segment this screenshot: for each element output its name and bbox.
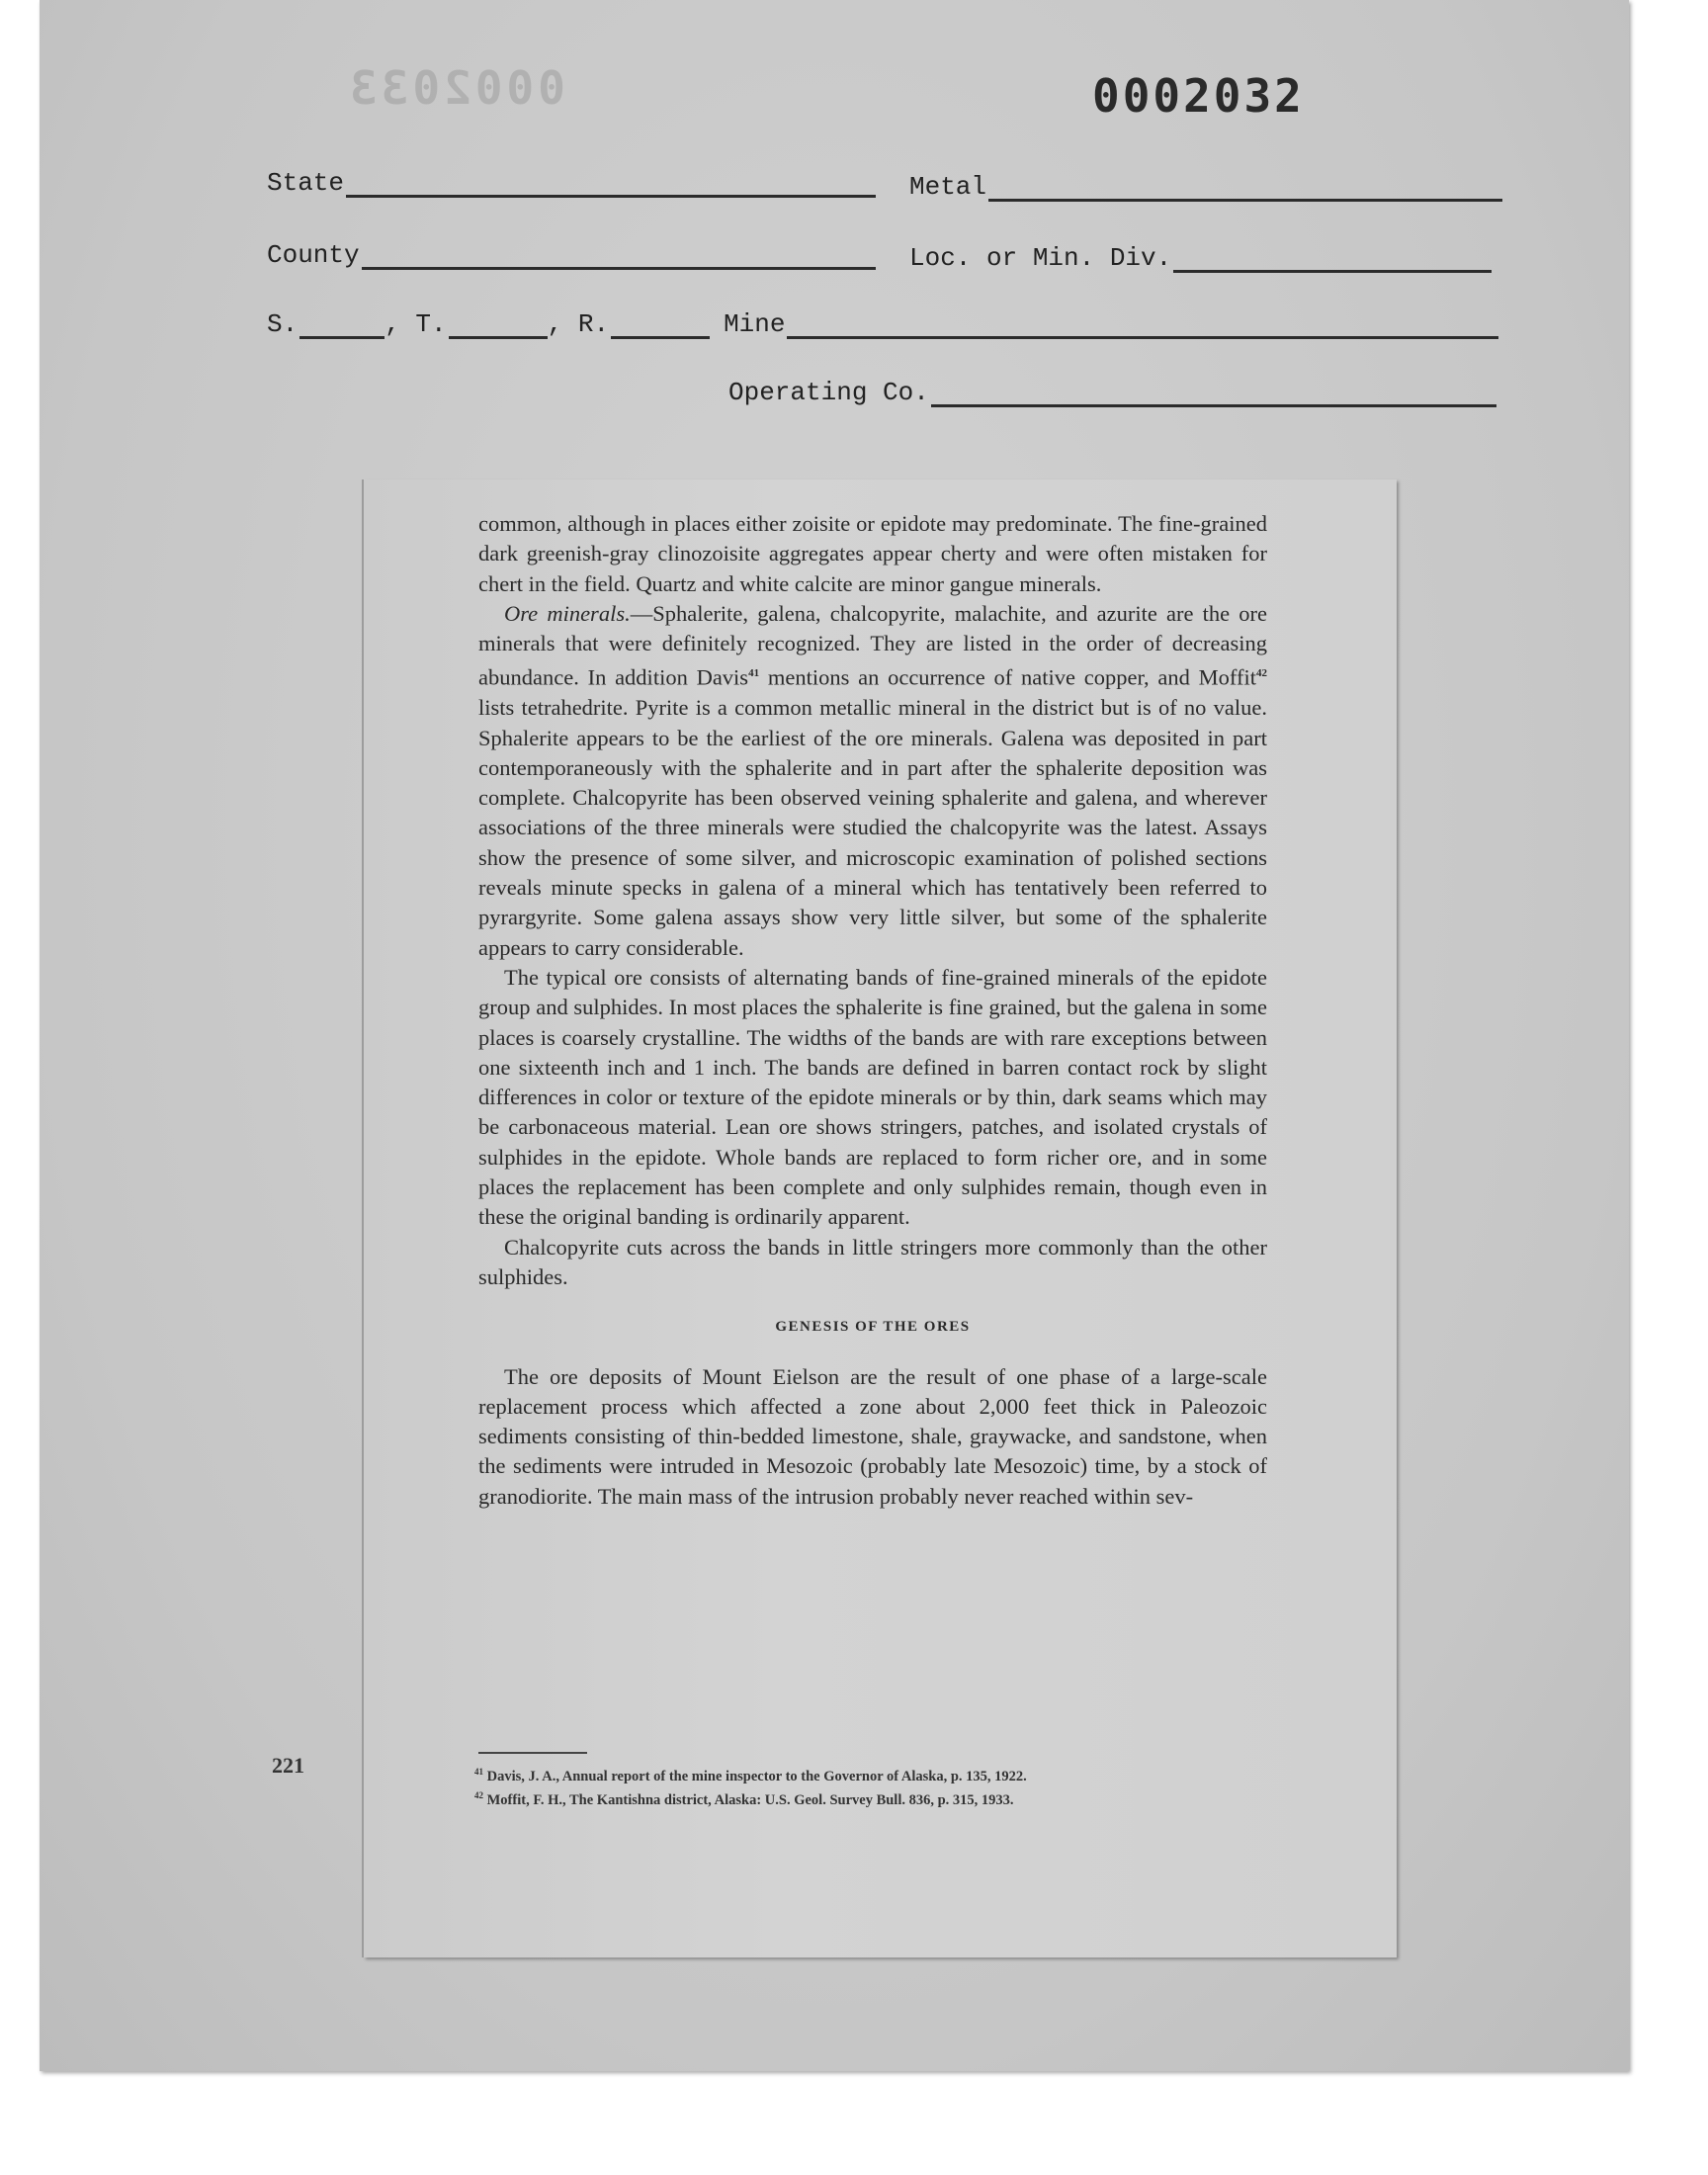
paragraph-genesis: The ore deposits of Mount Eielson are the result of one phase of a large-scale replacement process which affected a zone about 2,000 feet thick in Paleozoic sediments consisting of thin-bedded limestone, shale, graywacke, and sandstone, when the sediments were intruded in Mesozoic (probably late Mesozoic) time, by a stock of granodiorite. The main mass of the intrusion probably never reached within sev- xyxy=(478,1363,1267,1509)
operating-field xyxy=(728,378,1496,407)
metal-field xyxy=(909,172,1502,202)
ore-text-b: mentions an occurrence of native copper, and Moffit xyxy=(759,664,1257,690)
county-label: County xyxy=(267,240,360,270)
ore-text-c: lists tetrahedrite. Pyrite is a common metallic mineral in the district but is of no value. Sphalerite appears to be the earliest of the ore minerals. Galena was deposited in part contemporaneously with the sphalerite and in part after the sphalerite deposition was complete. Chalcopyrite has been observed veining sphalerite and galena, and wherever associations of the three minerals were studied the chalcopyrite was the latest. Assays show the presence of some silver, and microscopic examination of polished sections reveals minute specks in galena of a mineral which has tentatively been referred to pyrargyrite. Some galena assays show very little silver, but some of the sphalerite appears to carry considerable. xyxy=(478,695,1267,960)
loc-label: Loc. or Min. Div. xyxy=(909,243,1172,273)
footnote-ref-42: 42 xyxy=(1256,667,1268,680)
footnote-42-text: Moffit, F. H., The Kantishna district, Alaska: U.S. Geol. Survey Bull. 836, p. 315, 1933. xyxy=(486,1791,1014,1808)
operating-label: Operating Co. xyxy=(728,378,929,407)
r-line xyxy=(611,310,710,339)
ore-minerals-heading: Ore minerals. xyxy=(504,600,631,626)
str-field xyxy=(267,309,1498,339)
footnote-rule xyxy=(478,1752,587,1754)
mine-label: Mine xyxy=(724,309,786,339)
r-label: , R. xyxy=(547,309,610,339)
metal-line xyxy=(988,173,1502,202)
state-field xyxy=(267,168,876,198)
t-line xyxy=(449,310,548,339)
loc-line xyxy=(1173,244,1492,273)
genesis-heading: GENESIS OF THE ORES xyxy=(775,1319,971,1336)
footnote-42 xyxy=(474,1786,1265,1810)
operating-line xyxy=(931,379,1496,407)
s-line xyxy=(299,310,384,339)
paragraph-typical-ore: The typical ore consists of alternating bands of fine-grained minerals of the epidote group and sulphides. In most places the sphalerite is fine grained, but the galena in some places is coarsely crystalline. The widths of the bands are with rare exceptions between one sixteenth inch and 1 inch. The bands are defined in barren contact rock by slight differences in color or texture of the epidote minerals or by thin, dark seams which may be carbonaceous material. Lean ore shows stringers, patches, and isolated crystals of sulphides in the epidote. Whole bands are replaced to form richer ore, and in some places the replacement has been complete and only sulphides remain, though even in these the original banding is ordinarily apparent. xyxy=(478,964,1267,1230)
mine-line xyxy=(787,310,1498,339)
mirrored-bleedthrough-number: 0002033 xyxy=(346,61,565,115)
ore-text-a: —Sphalerite, galena, chalcopyrite, malachite, and azurite are the ore minerals that were definitely recognized. They are listed in the order of decreasing abundance. In addition Davis xyxy=(478,600,1267,690)
footnote-41-mark: 41 xyxy=(474,1767,483,1777)
t-label: , T. xyxy=(384,309,447,339)
state-line xyxy=(346,169,876,198)
footnote-ref-41: 41 xyxy=(748,667,760,680)
footnote-42-mark: 42 xyxy=(474,1789,483,1800)
s-label: S. xyxy=(267,309,299,339)
page-body xyxy=(478,509,1267,1512)
footnotes xyxy=(474,1763,1265,1810)
county-line xyxy=(362,241,876,270)
paragraph-ore-minerals xyxy=(478,599,1267,963)
loc-field xyxy=(909,243,1492,273)
county-field xyxy=(267,240,876,270)
paragraph-gangue: common, although in places either zoisite or epidote may predominate. The fine-grained dark greenish-gray clinozoisite aggregates appear cherty and were often mistaken for chert in the field. Quartz and white calcite are minor gangue minerals. xyxy=(478,511,1267,596)
footnote-41-text: Davis, J. A., Annual report of the mine inspector to the Governor of Alaska, p. 135, 1922. xyxy=(486,1768,1027,1784)
document-number: 0002032 xyxy=(1092,69,1305,123)
metal-label: Metal xyxy=(909,172,987,202)
paragraph-chalcopyrite: Chalcopyrite cuts across the bands in little stringers more commonly than the other sulphides. xyxy=(478,1234,1267,1289)
page-number: 221 xyxy=(272,1753,304,1778)
footnote-41 xyxy=(474,1763,1265,1786)
state-label: State xyxy=(267,168,345,198)
